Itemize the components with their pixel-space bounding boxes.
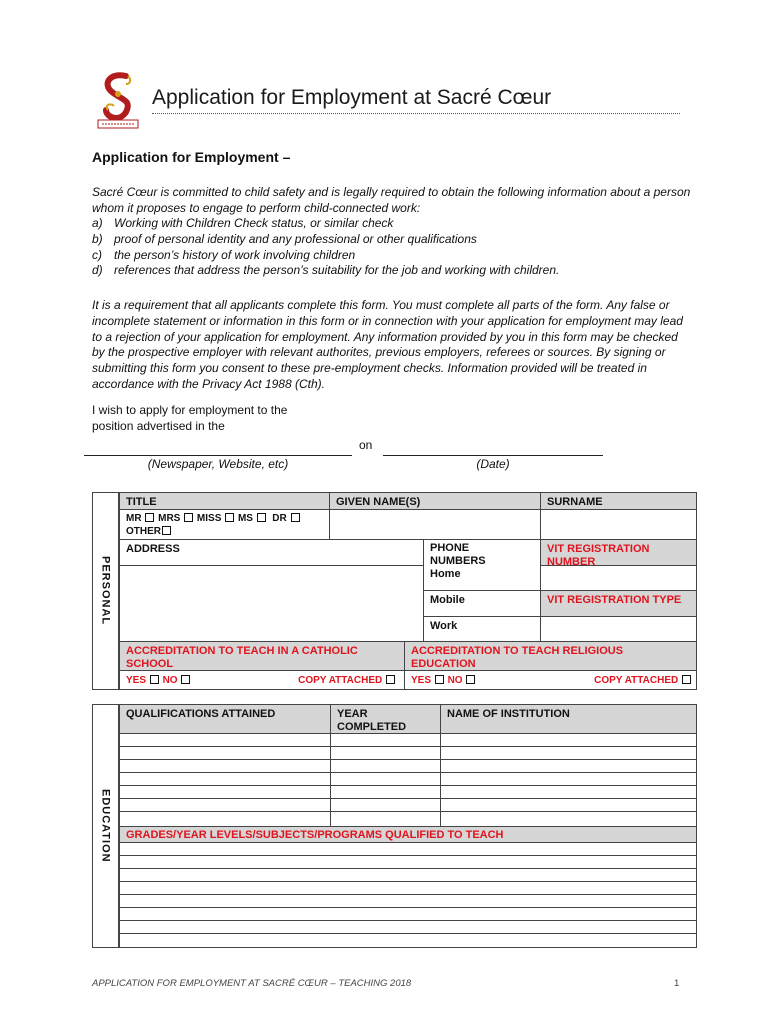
- table-row-line: [119, 933, 697, 934]
- no-label: NO: [162, 675, 178, 686]
- on-label: on: [359, 438, 373, 452]
- title-option-label: MR: [126, 513, 142, 524]
- list-text: Working with Children Check status, or similar check: [114, 216, 394, 230]
- mrs-checkbox[interactable]: [184, 513, 193, 522]
- personal-section-label: [92, 492, 119, 690]
- qualifications-header-text: QUALIFICATIONS ATTAINED: [126, 708, 276, 720]
- phone-home-cell[interactable]: [423, 539, 541, 591]
- address-divider: [119, 565, 424, 566]
- year-completed-header: [330, 704, 441, 734]
- title-options: [119, 509, 330, 540]
- list-item: [92, 248, 559, 264]
- vit-number-label: VIT REGISTRATION NUMBER: [547, 543, 650, 568]
- accreditation-catholic-label: ACCREDITATION TO TEACH IN A CATHOLIC SCHOOL: [126, 645, 358, 670]
- given-name-header-text: GIVEN NAME(S): [336, 496, 421, 508]
- list-text: references that address the person’s suitability for the job and working with children.: [114, 263, 560, 278]
- mr-checkbox[interactable]: [145, 513, 154, 522]
- list-letter: d): [92, 263, 103, 278]
- phone-home-label: Home: [430, 568, 461, 580]
- other-checkbox[interactable]: [162, 526, 171, 535]
- list-text: proof of personal identity and any professional or other qualifications: [114, 231, 477, 246]
- newspaper-input-line[interactable]: [84, 455, 352, 456]
- title-option-label: DR: [272, 513, 287, 524]
- intro-paragraph: Sacré Cœur is committed to child safety and is legally required to obtain the following information about a person whom it proposes to engage to perform child-connected work:: [92, 185, 691, 215]
- list-text: the person’s history of work involving children: [114, 247, 356, 262]
- qualifications-header: [119, 704, 331, 734]
- table-row-line: [119, 785, 697, 786]
- form-heading: Application for Employment –: [92, 149, 291, 165]
- address-label: ADDRESS: [126, 543, 180, 555]
- phone-work-cell[interactable]: [423, 616, 541, 642]
- vit-type-field[interactable]: [540, 616, 697, 642]
- table-row-line: [119, 811, 697, 812]
- vit-type-header: [540, 590, 697, 617]
- phone-numbers-label: PHONE NUMBERS: [430, 542, 486, 567]
- qualifications-table-body[interactable]: [119, 733, 697, 827]
- accreditation-religious-options: [404, 670, 697, 690]
- list-item: [92, 216, 559, 232]
- list-letter: b): [92, 231, 103, 246]
- title-option-label: MS: [237, 513, 253, 524]
- religious-no-checkbox[interactable]: [466, 675, 475, 684]
- table-row-line: [119, 868, 697, 869]
- newspaper-caption: (Newspaper, Website, etc): [147, 457, 289, 471]
- accreditation-catholic-options: [119, 670, 405, 690]
- miss-checkbox[interactable]: [225, 513, 234, 522]
- institution-header-text: NAME OF INSTITUTION: [447, 708, 570, 720]
- accreditation-religious-label: ACCREDITATION TO TEACH RELIGIOUS EDUCATION: [411, 645, 624, 670]
- grades-header: [119, 826, 697, 843]
- no-label: NO: [447, 675, 463, 686]
- copy-attached-label: COPY ATTACHED: [298, 675, 383, 686]
- table-row-line: [119, 759, 697, 760]
- table-row-line: [119, 920, 697, 921]
- catholic-copy-attached-checkbox[interactable]: [386, 675, 395, 684]
- table-row-line: [119, 746, 697, 747]
- table-row-line: [119, 894, 697, 895]
- vit-type-label: VIT REGISTRATION TYPE: [547, 594, 682, 606]
- requirements-list: [92, 216, 559, 279]
- section-label-text: PERSONAL: [99, 556, 112, 626]
- table-row-line: [119, 881, 697, 882]
- catholic-no-checkbox[interactable]: [181, 675, 190, 684]
- title-option-label: OTHER: [126, 526, 161, 537]
- vit-number-header: [540, 539, 697, 566]
- school-crest-logo: [92, 70, 144, 134]
- given-name-field[interactable]: [329, 509, 541, 540]
- accreditation-religious-header: [404, 641, 697, 671]
- list-item: [92, 263, 559, 279]
- table-row-line: [119, 907, 697, 908]
- catholic-yes-checkbox[interactable]: [150, 675, 159, 684]
- phone-mobile-label: Mobile: [430, 594, 465, 606]
- surname-header-text: SURNAME: [547, 496, 603, 508]
- phone-work-label: Work: [430, 620, 458, 632]
- list-item: [92, 232, 559, 248]
- surname-header: [540, 492, 697, 510]
- title-option-label: MRS: [158, 513, 181, 524]
- table-row-line: [119, 798, 697, 799]
- ms-checkbox[interactable]: [257, 513, 266, 522]
- institution-header: [440, 704, 697, 734]
- yes-label: YES: [411, 675, 432, 686]
- address-field[interactable]: [119, 539, 424, 642]
- column-divider: [440, 733, 441, 827]
- phone-mobile-cell[interactable]: [423, 590, 541, 617]
- date-input-line[interactable]: [383, 455, 603, 456]
- vit-number-field[interactable]: [540, 565, 697, 591]
- apply-statement: I wish to apply for employment to the position advertised in the: [92, 403, 288, 433]
- title-header: [119, 492, 330, 510]
- section-label-text: EDUCATION: [99, 789, 112, 863]
- disclaimer-paragraph: It is a requirement that all applicants complete this form. You must complete all parts of the form. Any false or incomplete statement or information in this form or in connection with your application for employment may lead to a rejection of your application for employment. Any information provided by you in this form may be checked by the prospective employer with relevant authorites, previous employers, referees or sources. By signing or submitting this form you consent to these pre-employment checks. Information provided will be treated in accordance with the Privacy Act 1988 (Cth).: [92, 298, 683, 391]
- dr-checkbox[interactable]: [291, 513, 300, 522]
- list-letter: a): [92, 216, 103, 230]
- table-row-line: [119, 772, 697, 773]
- education-section-label: [92, 704, 119, 948]
- religious-yes-checkbox[interactable]: [435, 675, 444, 684]
- grades-header-text: GRADES/YEAR LEVELS/SUBJECTS/PROGRAMS QUALIFIED TO TEACH: [126, 829, 504, 841]
- page-number: 1: [674, 978, 680, 989]
- title-underline: [152, 113, 680, 114]
- yes-label: YES: [126, 675, 147, 686]
- table-row-line: [119, 855, 697, 856]
- year-completed-header-text: YEAR COMPLETED: [337, 708, 407, 733]
- copy-attached-label: COPY ATTACHED: [594, 675, 679, 686]
- given-name-header: [329, 492, 541, 510]
- surname-field[interactable]: [540, 509, 697, 540]
- religious-copy-attached-checkbox[interactable]: [682, 675, 691, 684]
- document-title: Application for Employment at Sacré Cœur: [152, 86, 552, 109]
- footer-text: APPLICATION FOR EMPLOYMENT AT SACRÉ CŒUR – TEACHING 2018: [92, 978, 412, 989]
- column-divider: [330, 733, 331, 827]
- list-letter: c): [92, 247, 102, 262]
- accreditation-catholic-header: [119, 641, 405, 671]
- title-option-label: MISS: [196, 513, 222, 524]
- date-caption: (Date): [476, 457, 510, 471]
- title-header-text: TITLE: [126, 496, 157, 508]
